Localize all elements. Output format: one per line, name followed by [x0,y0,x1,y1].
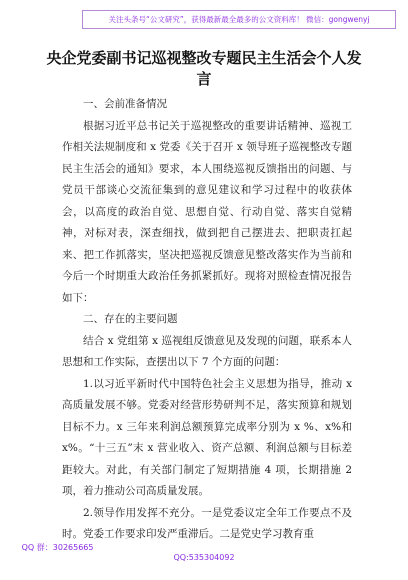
page-title: 央企党委副书记巡视整改专题民主生活会个人发言 [46,49,362,88]
footer-qq-group: QQ 群：30265665 [21,543,94,552]
section-heading-2: 二、存在的主要问题 [83,313,178,325]
paragraph: 根据习近平总书记关于巡视整改的重要讲话精神、巡视工作相关法规制度和 x 党委《关于召开 x 领导班子巡视整改专题民主生活会的通知》要求，本人围绕巡视反馈指出的问题、与党员干部谈心交流征集到的意见建议和学习过程中的收获体会，以高度的政治自觉、思想自觉、行动自觉、落实自觉精神，对标对表，深查细找，做到把自己摆进去、把职责扛起来、把工作抓落实，坚决把巡视反馈意见整改落实作为当前和今后一个时期重大政治任务抓紧抓好。现将对照检查情况报告如下： [62,119,352,304]
footer-contact [0,542,408,562]
paragraph: 结合 x 党组第 x 巡视组反馈意见及发现的问题，联系本人思想和工作实际，查摆出以下 7 个方面的问题： [62,334,352,368]
footer-qq: QQ:535304092 [173,553,235,562]
section-heading-1: 一、会前准备情况 [83,98,167,110]
document-body [62,94,352,546]
header-banner: 关注头条号“公文研究”，获得最新最全最多的公文资料库！ 微信：gongwenyj [82,10,396,29]
paragraph: 2.领导作用发挥不充分。一是党委议定全年工作要点不及时。党委工作要求印发严重滞后。二是党史学习教育重 [62,506,352,540]
paragraph: 1.以习近平新时代中国特色社会主义思想为指导，推动 x 高质量发展不够。党委对经营形势研判不足，落实预算和规划目标不力。x 三年来利润总额预算完成率分别为 x %、x%和 x%。“十三五”末 x 营业收入、资产总额、利润总额与目标差距较大。对此，有关部门制定了短期措施 4 项，长期措施 2 项，着力推动公司高质量发展。 [62,377,352,497]
